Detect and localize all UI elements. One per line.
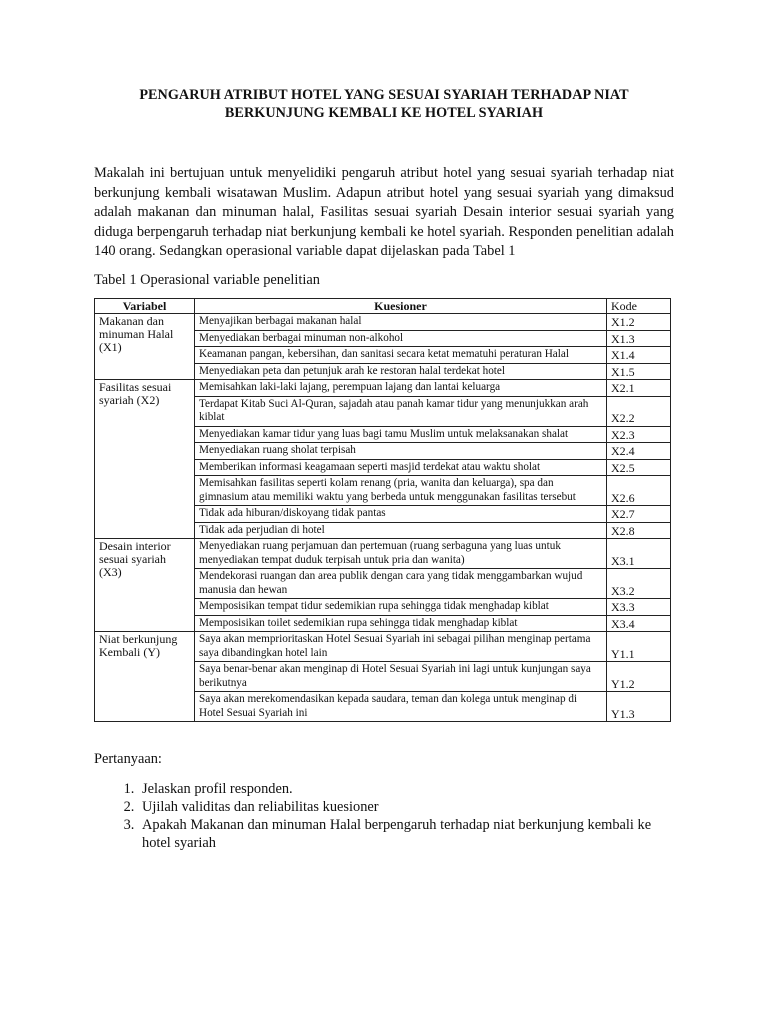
code-cell: X2.8 [607, 522, 671, 539]
questionnaire-item-cell: Memposisikan toilet sedemikian rupa sehingga tidak menghadap kiblat [195, 615, 607, 632]
questions-label: Pertanyaan: [94, 751, 162, 767]
code-cell: X1.4 [607, 347, 671, 364]
header-code: Kode [607, 298, 671, 314]
questionnaire-item-cell: Saya akan merekomendasikan kepada saudara, teman dan kolega untuk menginap di Hotel Sesuai Syariah ini [195, 692, 607, 722]
code-cell: X1.3 [607, 330, 671, 347]
questionnaire-item-cell: Saya akan memprioritaskan Hotel Sesuai Syariah ini sebagai pilihan menginap pertama saya dibandingkan hotel lain [195, 632, 607, 662]
document-title [94, 86, 674, 122]
code-cell: X2.4 [607, 443, 671, 460]
questionnaire-item-cell: Terdapat Kitab Suci Al-Quran, sajadah atau panah kamar tidur yang menunjukkan arah kiblat [195, 396, 607, 426]
code-cell: X3.4 [607, 615, 671, 632]
code-cell: Y1.3 [607, 692, 671, 722]
question-item: 2. Ujilah validitas dan reliabilitas kuesioner [138, 798, 674, 816]
table-body [95, 314, 671, 722]
code-cell: X2.6 [607, 476, 671, 506]
code-cell: X2.3 [607, 426, 671, 443]
questionnaire-item-cell: Memberikan informasi keagamaan seperti masjid terdekat atau waktu sholat [195, 459, 607, 476]
table-row [95, 380, 671, 397]
question-item: 3. Apakah Makanan dan minuman Halal berpengaruh terhadap niat berkunjung kembali ke hotel syariah [138, 816, 674, 852]
questionnaire-item-cell: Menyajikan berbagai makanan halal [195, 314, 607, 331]
title-line-1: PENGARUH ATRIBUT HOTEL YANG SESUAI SYARIAH TERHADAP NIAT [139, 87, 629, 103]
intro-paragraph: Makalah ini bertujuan untuk menyelidiki pengaruh atribut hotel yang sesuai syariah terhadap niat berkunjung kembali wisatawan Muslim. Adapun atribut hotel yang sesuai syariah yang dimaksud adalah makanan dan minuman halal, Fasilitas sesuai syariah Desain interior sesuai syariah yang diduga berpengaruh terhadap niat berkunjung kembali ke hotel syariah. Responden penelitian adalah 140 orang. Sedangkan operasional variable dapat dijelaskan pada Tabel 1 [94, 165, 674, 259]
questionnaire-item-cell: Keamanan pangan, kebersihan, dan sanitasi secara ketat mematuhi peraturan Halal [195, 347, 607, 364]
header-questionnaire: Kuesioner [195, 298, 607, 314]
header-variable: Variabel [95, 298, 195, 314]
table-header-row [95, 298, 671, 314]
code-cell: Y1.1 [607, 632, 671, 662]
questionnaire-item-cell: Menyediakan ruang perjamuan dan pertemuan (ruang serbaguna yang luas untuk menyediakan tempat duduk terpisah untuk pria dan wanita) [195, 539, 607, 569]
questionnaire-item-cell: Menyediakan kamar tidur yang luas bagi tamu Muslim untuk melaksanakan shalat [195, 426, 607, 443]
code-cell: X3.2 [607, 569, 671, 599]
code-cell: X1.5 [607, 363, 671, 380]
questionnaire-item-cell: Memposisikan tempat tidur sedemikian rupa sehingga tidak menghadap kiblat [195, 599, 607, 616]
code-cell: X2.2 [607, 396, 671, 426]
code-cell: X3.1 [607, 539, 671, 569]
questionnaire-item-cell: Menyediakan berbagai minuman non-alkohol [195, 330, 607, 347]
operational-variable-table [94, 298, 671, 723]
questionnaire-item-cell: Tidak ada hiburan/diskoyang tidak pantas [195, 506, 607, 523]
questionnaire-item-cell: Tidak ada perjudian di hotel [195, 522, 607, 539]
questionnaire-item-cell: Menyediakan peta dan petunjuk arah ke restoran halal terdekat hotel [195, 363, 607, 380]
code-cell: X3.3 [607, 599, 671, 616]
questionnaire-item-cell: Saya benar-benar akan menginap di Hotel Sesuai Syariah ini lagi untuk kunjungan saya berikutnya [195, 662, 607, 692]
code-cell: X2.1 [607, 380, 671, 397]
table-row [95, 632, 671, 662]
code-cell: Y1.2 [607, 662, 671, 692]
questionnaire-item-cell: Mendekorasi ruangan dan area publik dengan cara yang tidak menggambarkan wujud manusia dan hewan [195, 569, 607, 599]
question-item: 1. Jelaskan profil responden. [138, 780, 674, 798]
questionnaire-item-cell: Menyediakan ruang sholat terpisah [195, 443, 607, 460]
variable-cell: Niat berkunjung Kembali (Y) [95, 632, 195, 722]
code-cell: X2.7 [607, 506, 671, 523]
questionnaire-item-cell: Memisahkan fasilitas seperti kolam renang (pria, wanita dan keluarga), spa dan gimnasium atau memiliki waktu yang berbeda untuk menggunakan fasilitas tersebut [195, 476, 607, 506]
variable-cell: Makanan dan minuman Halal (X1) [95, 314, 195, 380]
variable-cell: Desain interior sesuai syariah (X3) [95, 539, 195, 632]
questions-list [94, 780, 674, 852]
title-line-2: BERKUNJUNG KEMBALI KE HOTEL SYARIAH [224, 105, 544, 121]
table-row [95, 314, 671, 331]
code-cell: X1.2 [607, 314, 671, 331]
questionnaire-item-cell: Memisahkan laki-laki lajang, perempuan lajang dan lantai keluarga [195, 380, 607, 397]
variable-cell: Fasilitas sesuai syariah (X2) [95, 380, 195, 539]
code-cell: X2.5 [607, 459, 671, 476]
table-row [95, 539, 671, 569]
document-page [94, 86, 674, 852]
table-caption: Tabel 1 Operasional variable penelitian [94, 271, 320, 288]
